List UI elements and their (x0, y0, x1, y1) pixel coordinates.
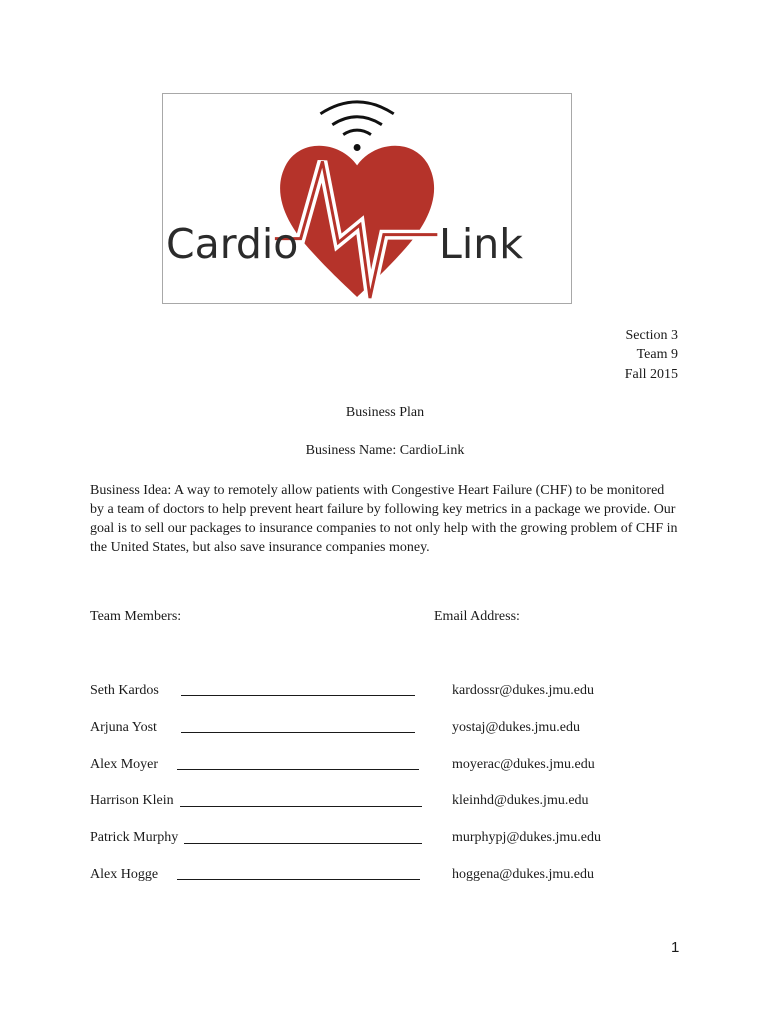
page-number: 1 (671, 939, 680, 956)
signature-line (177, 769, 419, 770)
member-name: Seth Kardos (90, 683, 159, 698)
section-label: Section 3 (625, 328, 678, 343)
member-name: Alex Hogge (90, 867, 159, 882)
logo-text-cardio: Cardio (166, 220, 299, 268)
heart-pulse-icon (163, 94, 571, 303)
member-name: Harrison Klein (90, 793, 174, 808)
signature-line (181, 732, 415, 733)
document-title: Business Plan (345, 405, 425, 420)
logo-text-link: Link (439, 220, 523, 268)
member-email: kleinhd@dukes.jmu.edu (452, 793, 589, 808)
email-address-header: Email Address: (434, 609, 520, 624)
team-members-header: Team Members: (90, 609, 182, 624)
member-email: yostaj@dukes.jmu.edu (452, 720, 580, 735)
member-email: murphypj@dukes.jmu.edu (452, 830, 601, 845)
signature-line (177, 879, 420, 880)
team-label: Team 9 (636, 347, 678, 362)
term-label: Fall 2015 (624, 367, 678, 382)
signature-line (180, 806, 422, 807)
member-email: hoggena@dukes.jmu.edu (452, 867, 594, 882)
member-email: moyerac@dukes.jmu.edu (452, 757, 595, 772)
member-email: kardossr@dukes.jmu.edu (452, 683, 594, 698)
business-name: Business Name: CardioLink (305, 443, 465, 458)
member-name: Arjuna Yost (90, 720, 157, 735)
signature-line (184, 843, 422, 844)
cardiolink-logo (162, 93, 572, 304)
member-name: Patrick Murphy (90, 830, 179, 845)
signature-line (181, 695, 415, 696)
business-idea-paragraph: Business Idea: A way to remotely allow patients with Congestive Heart Failure (CHF) to be monitored by a team of doctors to help prevent heart failure by following key metrics in a package we provide. Our goal is to sell our packages to insurance companies to not only help with the growing problem of CHF in the United States, but also save insurance companies money. (90, 483, 678, 555)
member-name: Alex Moyer (90, 757, 159, 772)
